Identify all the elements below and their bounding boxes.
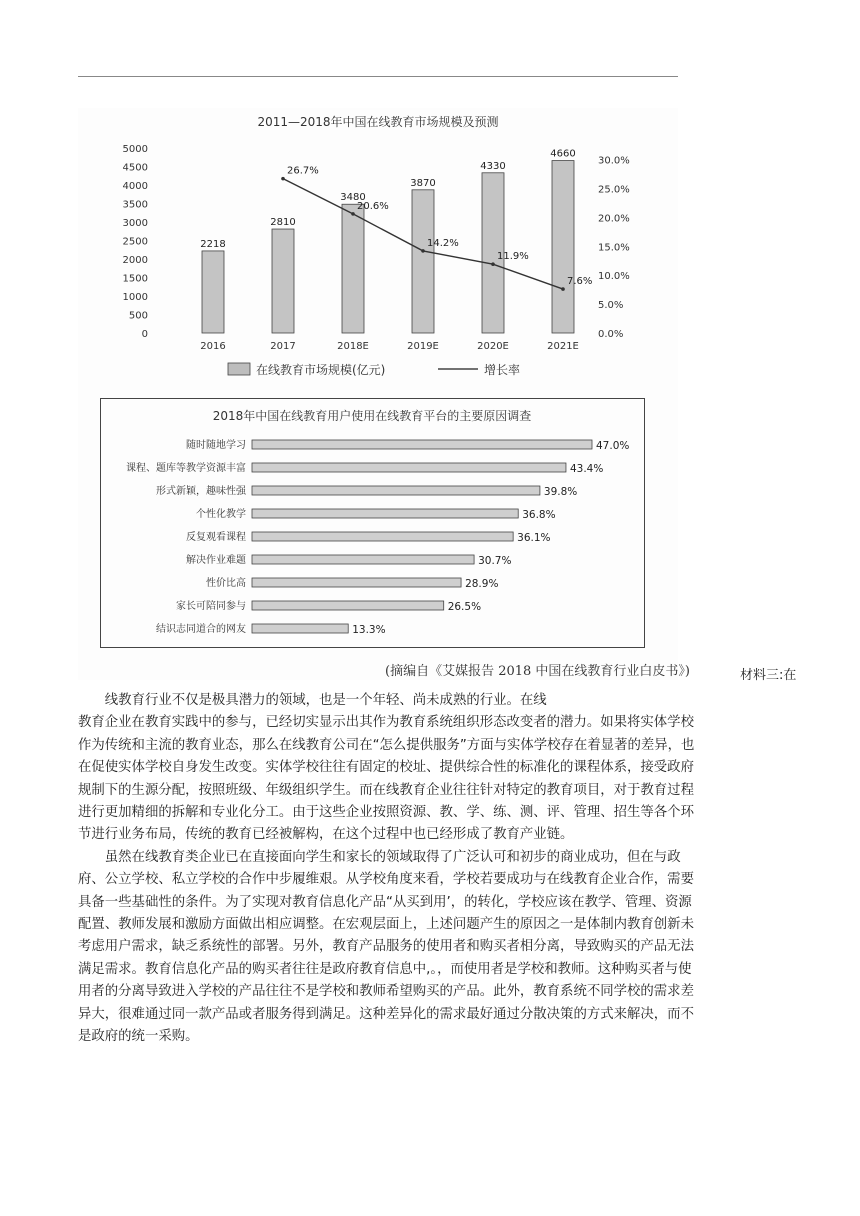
reason-bar bbox=[252, 532, 513, 541]
bar-value-label: 3870 bbox=[410, 177, 436, 189]
market-bar bbox=[412, 190, 434, 333]
reason-bar bbox=[252, 440, 592, 449]
growth-rate-point bbox=[561, 287, 565, 291]
reason-bar bbox=[252, 624, 348, 633]
reason-value-label: 43.4% bbox=[569, 463, 604, 475]
right-tick-label: 10.0% bbox=[598, 271, 630, 283]
legend-line-label: 增长率 bbox=[484, 363, 521, 377]
reason-label: 解决作业难题 bbox=[186, 555, 246, 566]
reason-bar bbox=[252, 509, 518, 518]
reason-value-label: 36.1% bbox=[517, 532, 551, 544]
paragraph-1: 线教育行业不仅是极具潜力的领域，也是一个年轻、尚未成熟的行业。在线 bbox=[104, 693, 547, 708]
market-bar bbox=[342, 204, 364, 333]
growth-rate-point bbox=[281, 177, 285, 181]
reason-label: 结识志同道合的网友 bbox=[156, 624, 246, 635]
left-tick-label: 5000 bbox=[122, 144, 148, 155]
reason-value-label: 30.7% bbox=[478, 555, 512, 567]
chart1-legend bbox=[228, 362, 520, 377]
left-tick-label: 1500 bbox=[122, 273, 148, 285]
right-tick-label: 30.0% bbox=[598, 155, 630, 167]
market-bar bbox=[202, 251, 224, 333]
right-tick-label: 15.0% bbox=[598, 242, 630, 254]
material-label: 材料三:在 bbox=[740, 668, 797, 683]
reason-bar bbox=[252, 555, 474, 564]
top-rule bbox=[78, 76, 678, 77]
right-tick-label: 25.0% bbox=[598, 184, 630, 196]
x-tick-label: 2021E bbox=[547, 341, 579, 352]
chart1-left-axis bbox=[123, 144, 148, 340]
right-tick-label: 5.0% bbox=[598, 300, 624, 312]
left-tick-label: 4500 bbox=[122, 162, 148, 174]
paragraph-2: 教育企业在教育实践中的参与，已经切实显示出其作为教育系统组织形态改变者的潜力。如果将实体学校作为传统和主流的教育业态，那么在线教育公司在“怎么提供服务”方面与实体学校存在着显著的差异，也在促使实体学校自身发生改变。实体学校往往有固定的校址、提供综合性的标准化的课程体系，接受政府规制下的生源分配，按照班级、年级组织学生。而在线教育企业往往针对特定的教育项目，对于教育过程进行更加精细的拆解和专业化分工。由于这些企业按照资源、教、学、练、测、评、管理、招生等各个环节进行业务布局，传统的教育已经被解构，在这个过程中也已经形成了教育产业链。 bbox=[78, 715, 695, 843]
left-tick-label: 2000 bbox=[122, 255, 148, 266]
legend-bar-label: 在线教育市场规模(亿元) bbox=[256, 363, 386, 377]
chart1-right-axis bbox=[598, 156, 630, 340]
reason-label: 课程、题库等教学资源丰富 bbox=[126, 463, 246, 474]
left-tick-label: 1000 bbox=[122, 292, 148, 303]
reason-label: 性价比高 bbox=[206, 578, 246, 589]
left-tick-label: 4000 bbox=[122, 181, 148, 192]
growth-rate-label: 14.2% bbox=[427, 237, 459, 249]
growth-rate-label: 11.9% bbox=[497, 251, 529, 263]
reason-bar bbox=[252, 486, 540, 495]
source-note: (摘编自《艾媒报告 2018 中国在线教育行业白皮书》) bbox=[385, 664, 690, 679]
reason-bar bbox=[252, 463, 566, 472]
x-tick-label: 2017 bbox=[270, 341, 296, 352]
bar-value-label: 2218 bbox=[200, 238, 226, 250]
right-tick-label: 0.0% bbox=[598, 329, 624, 340]
bar-value-label: 4660 bbox=[550, 148, 576, 160]
chart2-bars bbox=[126, 438, 629, 636]
chart2-title: 2018年中国在线教育用户使用在线教育平台的主要原因调查 bbox=[212, 409, 532, 423]
reason-label: 家长可陪同参与 bbox=[176, 601, 246, 612]
reason-value-label: 39.8% bbox=[543, 486, 578, 498]
growth-rate-point bbox=[351, 212, 355, 216]
left-tick-label: 2500 bbox=[122, 236, 148, 248]
legend-bar-swatch bbox=[228, 363, 250, 375]
market-size-chart bbox=[78, 108, 678, 388]
left-tick-label: 3500 bbox=[122, 199, 148, 211]
growth-rate-point bbox=[491, 262, 495, 266]
reason-label: 反复观看课程 bbox=[186, 532, 246, 543]
market-bar bbox=[552, 161, 574, 333]
market-bar bbox=[272, 229, 294, 333]
growth-rate-label: 26.7% bbox=[287, 165, 319, 177]
bar-value-label: 3480 bbox=[340, 192, 366, 204]
left-tick-label: 0 bbox=[141, 329, 148, 340]
growth-rate-point bbox=[421, 249, 425, 253]
right-tick-label: 20.0% bbox=[598, 213, 630, 225]
growth-rate-label: 20.6% bbox=[357, 200, 389, 212]
reason-bar bbox=[252, 601, 444, 610]
reason-value-label: 26.5% bbox=[447, 601, 482, 613]
x-tick-label: 2016 bbox=[200, 341, 226, 352]
user-reasons-chart bbox=[100, 398, 645, 648]
reason-label: 个性化教学 bbox=[196, 509, 246, 520]
chart1-title: 2011—2018年中国在线教育市场规模及预测 bbox=[257, 115, 499, 129]
reason-value-label: 28.9% bbox=[465, 578, 499, 590]
chart1-x-axis bbox=[200, 341, 579, 352]
x-tick-label: 2020E bbox=[477, 341, 509, 352]
x-tick-label: 2019E bbox=[407, 341, 439, 352]
left-tick-label: 500 bbox=[128, 310, 148, 322]
article-body bbox=[78, 690, 698, 1049]
reason-value-label: 13.3% bbox=[352, 624, 386, 636]
chart1-growth-line bbox=[281, 166, 592, 291]
reason-label: 随时随地学习 bbox=[186, 440, 246, 451]
reason-value-label: 47.0% bbox=[596, 440, 630, 452]
bar-value-label: 4330 bbox=[480, 160, 506, 172]
chart1-bars bbox=[200, 149, 575, 333]
reason-value-label: 36.8% bbox=[522, 509, 556, 521]
reason-bar bbox=[252, 578, 461, 587]
growth-rate-label: 7.6% bbox=[567, 276, 593, 288]
reason-label: 形式新颖，趣味性强 bbox=[156, 486, 246, 497]
x-tick-label: 2018E bbox=[337, 341, 369, 352]
paragraph-3: 虽然在线教育类企业已在直接面向学生和家长的领域取得了广泛认可和初步的商业成功，但在与政府、公立学校、私立学校的合作中步履维艰。从学校角度来看，学校若要成功与在线教育企业合作，需要具备一些基础性的条件。为了实现对教育信息化产品“从买到用’，的转化，学校应该在教学、管理、资源配置、教师发展和激励方面做出相应调整。在宏观层面上，上述问题产生的原因之一是体制内教育创新未考虑用户需求，缺乏系统性的部署。另外，教育产品服务的使用者和购买者相分离，导致购买的产品无法满足需求。教育信息化产品的购买者往往是政府教育信息中,。，而使用者是学校和教师。这种购买者与使用者的分离导致进入学校的产品往往不是学校和教师希望购买的产品。此外，教育系统不同学校的需求差异大，很难通过同一款产品或者服务得到满足。这种差异化的需求最好通过分散决策的方式来解决，而不是政府的统一采购。 bbox=[78, 849, 694, 1045]
left-tick-label: 3000 bbox=[122, 218, 148, 229]
bar-value-label: 2810 bbox=[270, 217, 296, 229]
